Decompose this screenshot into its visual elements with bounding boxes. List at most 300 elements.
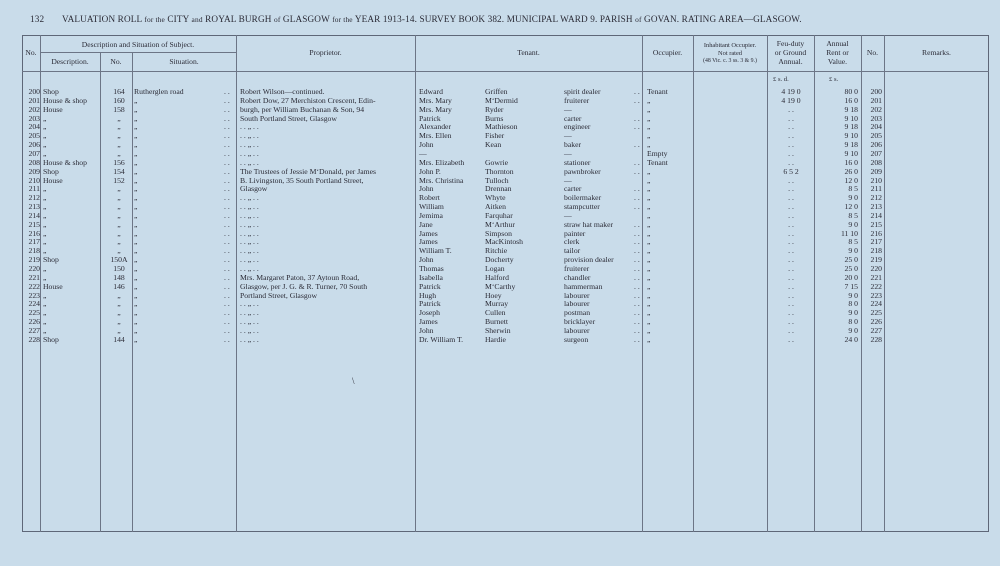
street-number-cell: „ bbox=[117, 228, 121, 238]
annual-rent-cell: 26 0 bbox=[844, 166, 858, 176]
situation-leader: . . bbox=[224, 219, 230, 229]
situation-cell: „ bbox=[134, 95, 138, 105]
row-number: 207 bbox=[28, 148, 40, 158]
tenant-first-name: John bbox=[419, 325, 434, 335]
situation-cell: „ bbox=[134, 104, 138, 114]
occupier-cell: „ bbox=[647, 299, 651, 309]
annual-rent-cell: 9 0 bbox=[848, 308, 858, 318]
tenant-trade: — bbox=[564, 148, 572, 158]
header-rent-2: Rent or bbox=[826, 48, 849, 57]
row-number: 226 bbox=[28, 317, 40, 327]
description-cell: „ bbox=[43, 122, 47, 132]
feu-duty-cell: . . bbox=[788, 264, 794, 273]
description-cell: „ bbox=[43, 184, 47, 194]
feu-duty-cell: . . bbox=[788, 193, 794, 203]
tenant-surname: Simpson bbox=[485, 228, 512, 238]
annual-rent-cell: 9 18 bbox=[844, 104, 858, 114]
row-number-right: 202 bbox=[870, 104, 882, 114]
feu-duty-cell: . . bbox=[788, 157, 794, 167]
page-title bbox=[62, 14, 802, 24]
row-number: 227 bbox=[28, 325, 40, 335]
description-cell: House bbox=[43, 175, 63, 185]
group-header-rule bbox=[40, 52, 236, 53]
situation-leader: . . bbox=[224, 228, 230, 238]
situation-leader: . . bbox=[224, 255, 230, 265]
table-row bbox=[22, 246, 989, 255]
occupier-cell: „ bbox=[647, 237, 651, 247]
occupier-cell: „ bbox=[647, 113, 651, 123]
trade-leader: . . bbox=[634, 299, 640, 309]
tenant-trade: spirit dealer bbox=[564, 87, 601, 96]
street-number-cell: „ bbox=[117, 308, 121, 318]
tenant-trade: labourer bbox=[564, 325, 590, 335]
annual-rent-cell: 9 0 bbox=[848, 246, 858, 256]
table-row bbox=[22, 220, 989, 229]
street-number-cell: „ bbox=[117, 193, 121, 203]
tenant-surname: Ritchie bbox=[485, 246, 508, 256]
annual-rent-cell: 12 0 bbox=[844, 202, 858, 212]
occupier-cell: „ bbox=[647, 281, 651, 291]
tenant-trade: fruiterer bbox=[564, 264, 590, 273]
row-number: 213 bbox=[28, 202, 40, 212]
row-number: 210 bbox=[28, 175, 40, 185]
occupier-cell: „ bbox=[647, 219, 651, 229]
situation-cell: „ bbox=[134, 157, 138, 167]
situation-leader: . . bbox=[224, 140, 230, 150]
description-cell: „ bbox=[43, 299, 47, 309]
tenant-first-name: William T. bbox=[419, 246, 452, 256]
proprietor-cell: . . „ . . bbox=[240, 219, 259, 229]
annual-rent-cell: 9 10 bbox=[844, 148, 858, 158]
street-number-cell: 152 bbox=[113, 175, 125, 185]
description-cell: Shop bbox=[43, 87, 59, 96]
description-cell: House & shop bbox=[43, 157, 87, 167]
description-cell: Shop bbox=[43, 334, 59, 344]
tenant-trade: labourer bbox=[564, 290, 590, 300]
row-number-right: 200 bbox=[870, 87, 882, 96]
tenant-first-name: Patrick bbox=[419, 113, 441, 123]
feu-duty-cell: . . bbox=[788, 219, 794, 229]
stray-mark: \ bbox=[352, 376, 355, 386]
table-row bbox=[22, 211, 989, 220]
tenant-surname: M‘Dermid bbox=[485, 95, 518, 105]
annual-rent-cell: 16 0 bbox=[844, 157, 858, 167]
table-row bbox=[22, 229, 989, 238]
occupier-cell: „ bbox=[647, 246, 651, 256]
row-number-right: 208 bbox=[870, 157, 882, 167]
annual-rent-cell: 20 0 bbox=[844, 272, 858, 282]
row-number-right: 218 bbox=[870, 246, 882, 256]
feu-duty-cell: . . bbox=[788, 228, 794, 238]
description-cell: „ bbox=[43, 308, 47, 318]
annual-rent-cell: 11 10 bbox=[840, 228, 858, 238]
tenant-surname: M‘Carthy bbox=[485, 281, 516, 291]
description-cell: „ bbox=[43, 113, 47, 123]
table-row bbox=[22, 264, 989, 273]
row-number-right: 219 bbox=[870, 255, 882, 265]
tenant-trade: — bbox=[564, 175, 572, 185]
situation-leader: . . bbox=[224, 317, 230, 327]
street-number-cell: 146 bbox=[113, 281, 125, 291]
occupier-cell: „ bbox=[647, 95, 651, 105]
occupier-cell: „ bbox=[647, 193, 651, 203]
trade-leader: . . bbox=[634, 255, 640, 265]
row-number-right: 212 bbox=[870, 193, 882, 203]
occupier-cell: „ bbox=[647, 131, 651, 141]
annual-rent-cell: 7 15 bbox=[844, 281, 858, 291]
description-cell: „ bbox=[43, 193, 47, 203]
table-row bbox=[22, 282, 989, 291]
tenant-trade: clerk bbox=[564, 237, 580, 247]
trade-leader: . . bbox=[634, 122, 640, 132]
row-number: 221 bbox=[28, 272, 40, 282]
table-row bbox=[22, 140, 989, 149]
proprietor-cell: B. Livingston, 35 South Portland Street, bbox=[240, 175, 364, 185]
tenant-surname: Kean bbox=[485, 140, 502, 150]
header-proprietor: Proprietor. bbox=[309, 48, 342, 57]
description-cell: „ bbox=[43, 140, 47, 150]
row-number: 206 bbox=[28, 140, 40, 150]
annual-rent-cell: 9 18 bbox=[844, 122, 858, 132]
row-number: 220 bbox=[28, 264, 40, 273]
occupier-cell: „ bbox=[647, 290, 651, 300]
title-part: of bbox=[273, 15, 281, 24]
description-cell: „ bbox=[43, 237, 47, 247]
proprietor-cell: Mrs. Margaret Paton, 37 Aytoun Road, bbox=[240, 272, 360, 282]
street-number-cell: „ bbox=[117, 325, 121, 335]
situation-leader: . . bbox=[224, 87, 230, 96]
header-feu-3: Annual. bbox=[778, 57, 803, 66]
valuation-table bbox=[22, 35, 989, 532]
street-number-cell: „ bbox=[117, 317, 121, 327]
occupier-cell: „ bbox=[647, 104, 651, 114]
table-row bbox=[22, 122, 989, 131]
proprietor-cell: . . „ . . bbox=[240, 334, 259, 344]
tenant-first-name: Joseph bbox=[419, 308, 440, 318]
table-row bbox=[22, 184, 989, 193]
tenant-first-name: Mrs. Ellen bbox=[419, 131, 452, 141]
feu-duty-cell: . . bbox=[788, 299, 794, 309]
header-rent-1: Annual bbox=[826, 39, 849, 48]
description-cell: „ bbox=[43, 219, 47, 229]
row-number-right: 205 bbox=[870, 131, 882, 141]
feu-duty-cell: . . bbox=[788, 308, 794, 318]
row-number-right: 203 bbox=[870, 113, 882, 123]
tenant-first-name: James bbox=[419, 228, 438, 238]
feu-duty-cell: . . bbox=[788, 140, 794, 150]
header-num: No. bbox=[110, 57, 122, 66]
tenant-surname: Burns bbox=[485, 113, 504, 123]
street-number-cell: „ bbox=[117, 246, 121, 256]
proprietor-cell: . . „ . . bbox=[240, 246, 259, 256]
title-part: of bbox=[635, 15, 642, 24]
tenant-trade: — bbox=[564, 131, 572, 141]
table-row bbox=[22, 202, 989, 211]
row-number: 205 bbox=[28, 131, 40, 141]
tenant-surname: Drennan bbox=[485, 184, 512, 194]
situation-cell: „ bbox=[134, 140, 138, 150]
header-feu-1: Feu-duty bbox=[776, 39, 805, 48]
row-number: 201 bbox=[28, 95, 40, 105]
description-cell: House bbox=[43, 104, 63, 114]
row-number: 214 bbox=[28, 210, 40, 220]
trade-leader: . . bbox=[634, 264, 640, 273]
situation-cell: „ bbox=[134, 237, 138, 247]
situation-leader: . . bbox=[224, 184, 230, 194]
row-number-right: 227 bbox=[870, 325, 882, 335]
tenant-first-name: Alexander bbox=[419, 122, 452, 132]
street-number-cell: „ bbox=[117, 131, 121, 141]
tenant-first-name: James bbox=[419, 317, 438, 327]
description-cell: „ bbox=[43, 290, 47, 300]
situation-cell: „ bbox=[134, 219, 138, 229]
situation-leader: . . bbox=[224, 113, 230, 123]
tenant-first-name: William bbox=[419, 202, 444, 212]
occupier-cell: „ bbox=[647, 166, 651, 176]
trade-leader: . . bbox=[634, 219, 640, 229]
feu-duty-cell: . . bbox=[788, 317, 794, 327]
title-part: for the bbox=[144, 15, 165, 24]
tenant-surname: Aitken bbox=[485, 202, 506, 212]
trade-leader: . . bbox=[634, 308, 640, 318]
feu-duty-cell: . . bbox=[788, 255, 794, 265]
street-number-cell: „ bbox=[117, 237, 121, 247]
occupier-cell: „ bbox=[647, 255, 651, 265]
situation-cell: „ bbox=[134, 175, 138, 185]
title-part: VALUATION ROLL bbox=[62, 14, 142, 24]
situation-cell: „ bbox=[134, 308, 138, 318]
table-row bbox=[22, 114, 989, 123]
situation-leader: . . bbox=[224, 334, 230, 344]
row-number: 202 bbox=[28, 104, 40, 114]
street-number-cell: 158 bbox=[113, 104, 125, 114]
title-part: and bbox=[191, 15, 203, 24]
feu-duty-cell: . . bbox=[788, 290, 794, 300]
street-number-cell: „ bbox=[117, 184, 121, 194]
row-number: 204 bbox=[28, 122, 40, 132]
tenant-surname: Logan bbox=[485, 264, 505, 273]
table-row bbox=[22, 335, 989, 344]
row-number: 216 bbox=[28, 228, 40, 238]
tenant-trade: engineer bbox=[564, 122, 591, 132]
tenant-trade: carter bbox=[564, 113, 582, 123]
title-part: GOVAN. RATING AREA—GLASGOW. bbox=[644, 14, 802, 24]
tenant-trade: tailor bbox=[564, 246, 581, 256]
situation-leader: . . bbox=[224, 193, 230, 203]
tenant-first-name: John bbox=[419, 255, 434, 265]
header-feu-2: or Ground bbox=[774, 48, 807, 57]
proprietor-cell: Glasgow bbox=[240, 184, 268, 194]
tenant-first-name: Patrick bbox=[419, 281, 441, 291]
row-number: 211 bbox=[28, 184, 40, 194]
tenant-first-name: Mrs. Mary bbox=[419, 95, 452, 105]
street-number-cell: 160 bbox=[113, 95, 125, 105]
situation-leader: . . bbox=[224, 237, 230, 247]
occupier-cell: „ bbox=[647, 334, 651, 344]
table-row bbox=[22, 273, 989, 282]
tenant-first-name: Patrick bbox=[419, 299, 441, 309]
proprietor-cell: Glasgow, per J. G. & R. Turner, 70 South bbox=[240, 281, 368, 291]
tenant-surname: Halford bbox=[485, 272, 509, 282]
row-number-right: 211 bbox=[870, 184, 882, 194]
description-cell: „ bbox=[43, 246, 47, 256]
situation-leader: . . bbox=[224, 325, 230, 335]
table-row bbox=[22, 176, 989, 185]
table-row bbox=[22, 96, 989, 105]
street-number-cell: 144 bbox=[113, 334, 125, 344]
annual-rent-cell: 9 10 bbox=[844, 113, 858, 123]
header-situation: Situation. bbox=[169, 57, 199, 66]
situation-leader: . . bbox=[224, 122, 230, 132]
trade-leader: . . bbox=[634, 246, 640, 256]
proprietor-cell: . . „ . . bbox=[240, 122, 259, 132]
description-cell: „ bbox=[43, 210, 47, 220]
trade-leader: . . bbox=[634, 166, 640, 176]
row-number-right: 216 bbox=[870, 228, 882, 238]
street-number-cell: „ bbox=[117, 113, 121, 123]
tenant-first-name: Thomas bbox=[419, 264, 444, 273]
annual-rent-cell: 8 5 bbox=[848, 237, 858, 247]
header-inhabitant-2: Not rated bbox=[718, 50, 742, 57]
trade-leader: . . bbox=[634, 334, 640, 344]
tenant-first-name: Mrs. Christina bbox=[419, 175, 464, 185]
tenant-first-name: Jane bbox=[419, 219, 433, 229]
row-number: 203 bbox=[28, 113, 40, 123]
proprietor-cell: . . „ . . bbox=[240, 157, 259, 167]
tenant-surname: Griffen bbox=[485, 87, 508, 96]
situation-leader: . . bbox=[224, 157, 230, 167]
tenant-surname: Gowrie bbox=[485, 157, 509, 167]
tenant-first-name: Edward bbox=[419, 87, 443, 96]
tenant-surname: Sherwin bbox=[485, 325, 511, 335]
feu-duty-cell: . . bbox=[788, 237, 794, 247]
description-cell: Shop bbox=[43, 166, 59, 176]
situation-cell: „ bbox=[134, 317, 138, 327]
table-row bbox=[22, 131, 989, 140]
tenant-surname: MacKintosh bbox=[485, 237, 524, 247]
proprietor-cell: . . „ . . bbox=[240, 317, 259, 327]
annual-rent-cell: 9 10 bbox=[844, 131, 858, 141]
description-cell: „ bbox=[43, 148, 47, 158]
title-part: YEAR 1913-14. SURVEY BOOK 382. MUNICIPAL WARD 9. PARISH bbox=[354, 14, 633, 24]
tenant-first-name: Mrs. Elizabeth bbox=[419, 157, 465, 167]
tenant-trade: straw hat maker bbox=[564, 219, 614, 229]
tenant-trade: provision dealer bbox=[564, 255, 614, 265]
proprietor-cell: Robert Wilson—continued. bbox=[240, 87, 325, 96]
table-row bbox=[22, 105, 989, 114]
table-row bbox=[22, 326, 989, 335]
situation-leader: . . bbox=[224, 202, 230, 212]
row-number-right: 221 bbox=[870, 272, 882, 282]
row-number: 200 bbox=[28, 87, 40, 96]
row-number: 215 bbox=[28, 219, 40, 229]
description-cell: House bbox=[43, 281, 63, 291]
occupier-cell: „ bbox=[647, 228, 651, 238]
tenant-first-name: Hugh bbox=[419, 290, 437, 300]
street-number-cell: „ bbox=[117, 202, 121, 212]
situation-leader: . . bbox=[224, 95, 230, 105]
situation-leader: . . bbox=[224, 104, 230, 114]
table-row bbox=[22, 167, 989, 176]
feu-duty-cell: . . bbox=[788, 281, 794, 291]
feu-duty-cell: . . bbox=[788, 334, 794, 344]
tenant-first-name: James bbox=[419, 237, 438, 247]
row-number: 209 bbox=[28, 166, 40, 176]
situation-cell: „ bbox=[134, 131, 138, 141]
occupier-cell: „ bbox=[647, 325, 651, 335]
annual-rent-cell: 8 5 bbox=[848, 210, 858, 220]
tenant-first-name: Mrs. Mary bbox=[419, 104, 452, 114]
row-number: 222 bbox=[28, 281, 40, 291]
header-remarks: Remarks. bbox=[922, 48, 951, 57]
situation-cell: „ bbox=[134, 334, 138, 344]
tenant-surname: Whyte bbox=[485, 193, 506, 203]
description-cell: Shop bbox=[43, 255, 59, 265]
description-cell: „ bbox=[43, 202, 47, 212]
tenant-surname: Cullen bbox=[485, 308, 506, 318]
street-number-cell: 164 bbox=[113, 87, 125, 96]
occupier-cell: „ bbox=[647, 175, 651, 185]
tenant-trade: — bbox=[564, 210, 572, 220]
annual-rent-cell: 9 0 bbox=[848, 325, 858, 335]
proprietor-cell: . . „ . . bbox=[240, 325, 259, 335]
tenant-first-name: Isabella bbox=[419, 272, 443, 282]
header-bottom-rule bbox=[22, 71, 989, 72]
proprietor-cell: . . „ . . bbox=[240, 193, 259, 203]
occupier-cell: „ bbox=[647, 140, 651, 150]
feu-units: £ s. d. bbox=[773, 76, 789, 83]
annual-rent-cell: 24 0 bbox=[844, 334, 858, 344]
annual-rent-cell: 9 18 bbox=[844, 140, 858, 150]
street-number-cell: 148 bbox=[113, 272, 125, 282]
feu-duty-cell: . . bbox=[788, 113, 794, 123]
annual-rent-cell: 12 0 bbox=[844, 175, 858, 185]
row-number-right: 224 bbox=[870, 299, 882, 309]
trade-leader: . . bbox=[634, 140, 640, 150]
proprietor-cell: Portland Street, Glasgow bbox=[240, 290, 318, 300]
row-number: 228 bbox=[28, 334, 40, 344]
trade-leader: . . bbox=[634, 281, 640, 291]
feu-duty-cell: . . bbox=[788, 246, 794, 256]
row-number-right: 206 bbox=[870, 140, 882, 150]
table-row bbox=[22, 255, 989, 264]
tenant-trade: stampcutter bbox=[564, 202, 600, 212]
row-number-right: 214 bbox=[870, 210, 882, 220]
street-number-cell: „ bbox=[117, 299, 121, 309]
tenant-surname: Mathieson bbox=[485, 122, 518, 132]
occupier-cell: „ bbox=[647, 202, 651, 212]
situation-cell: „ bbox=[134, 246, 138, 256]
row-number: 217 bbox=[28, 237, 40, 247]
situation-cell: „ bbox=[134, 264, 138, 273]
situation-cell: „ bbox=[134, 166, 138, 176]
situation-leader: . . bbox=[224, 175, 230, 185]
street-number-cell: 154 bbox=[113, 166, 125, 176]
tenant-trade: surgeon bbox=[564, 334, 589, 344]
street-number-cell: 150A bbox=[110, 255, 128, 265]
row-number-right: 210 bbox=[870, 175, 882, 185]
row-number-right: 217 bbox=[870, 237, 882, 247]
page-header bbox=[0, 14, 1000, 28]
tenant-trade: pawnbroker bbox=[564, 166, 601, 176]
header-occupier: Occupier. bbox=[652, 48, 683, 57]
situation-cell: „ bbox=[134, 210, 138, 220]
tenant-surname: Docherty bbox=[485, 255, 514, 265]
feu-duty-cell: . . bbox=[788, 175, 794, 185]
feu-duty-cell: . . bbox=[788, 210, 794, 220]
street-number-cell: „ bbox=[117, 219, 121, 229]
row-number-right: 215 bbox=[870, 219, 882, 229]
